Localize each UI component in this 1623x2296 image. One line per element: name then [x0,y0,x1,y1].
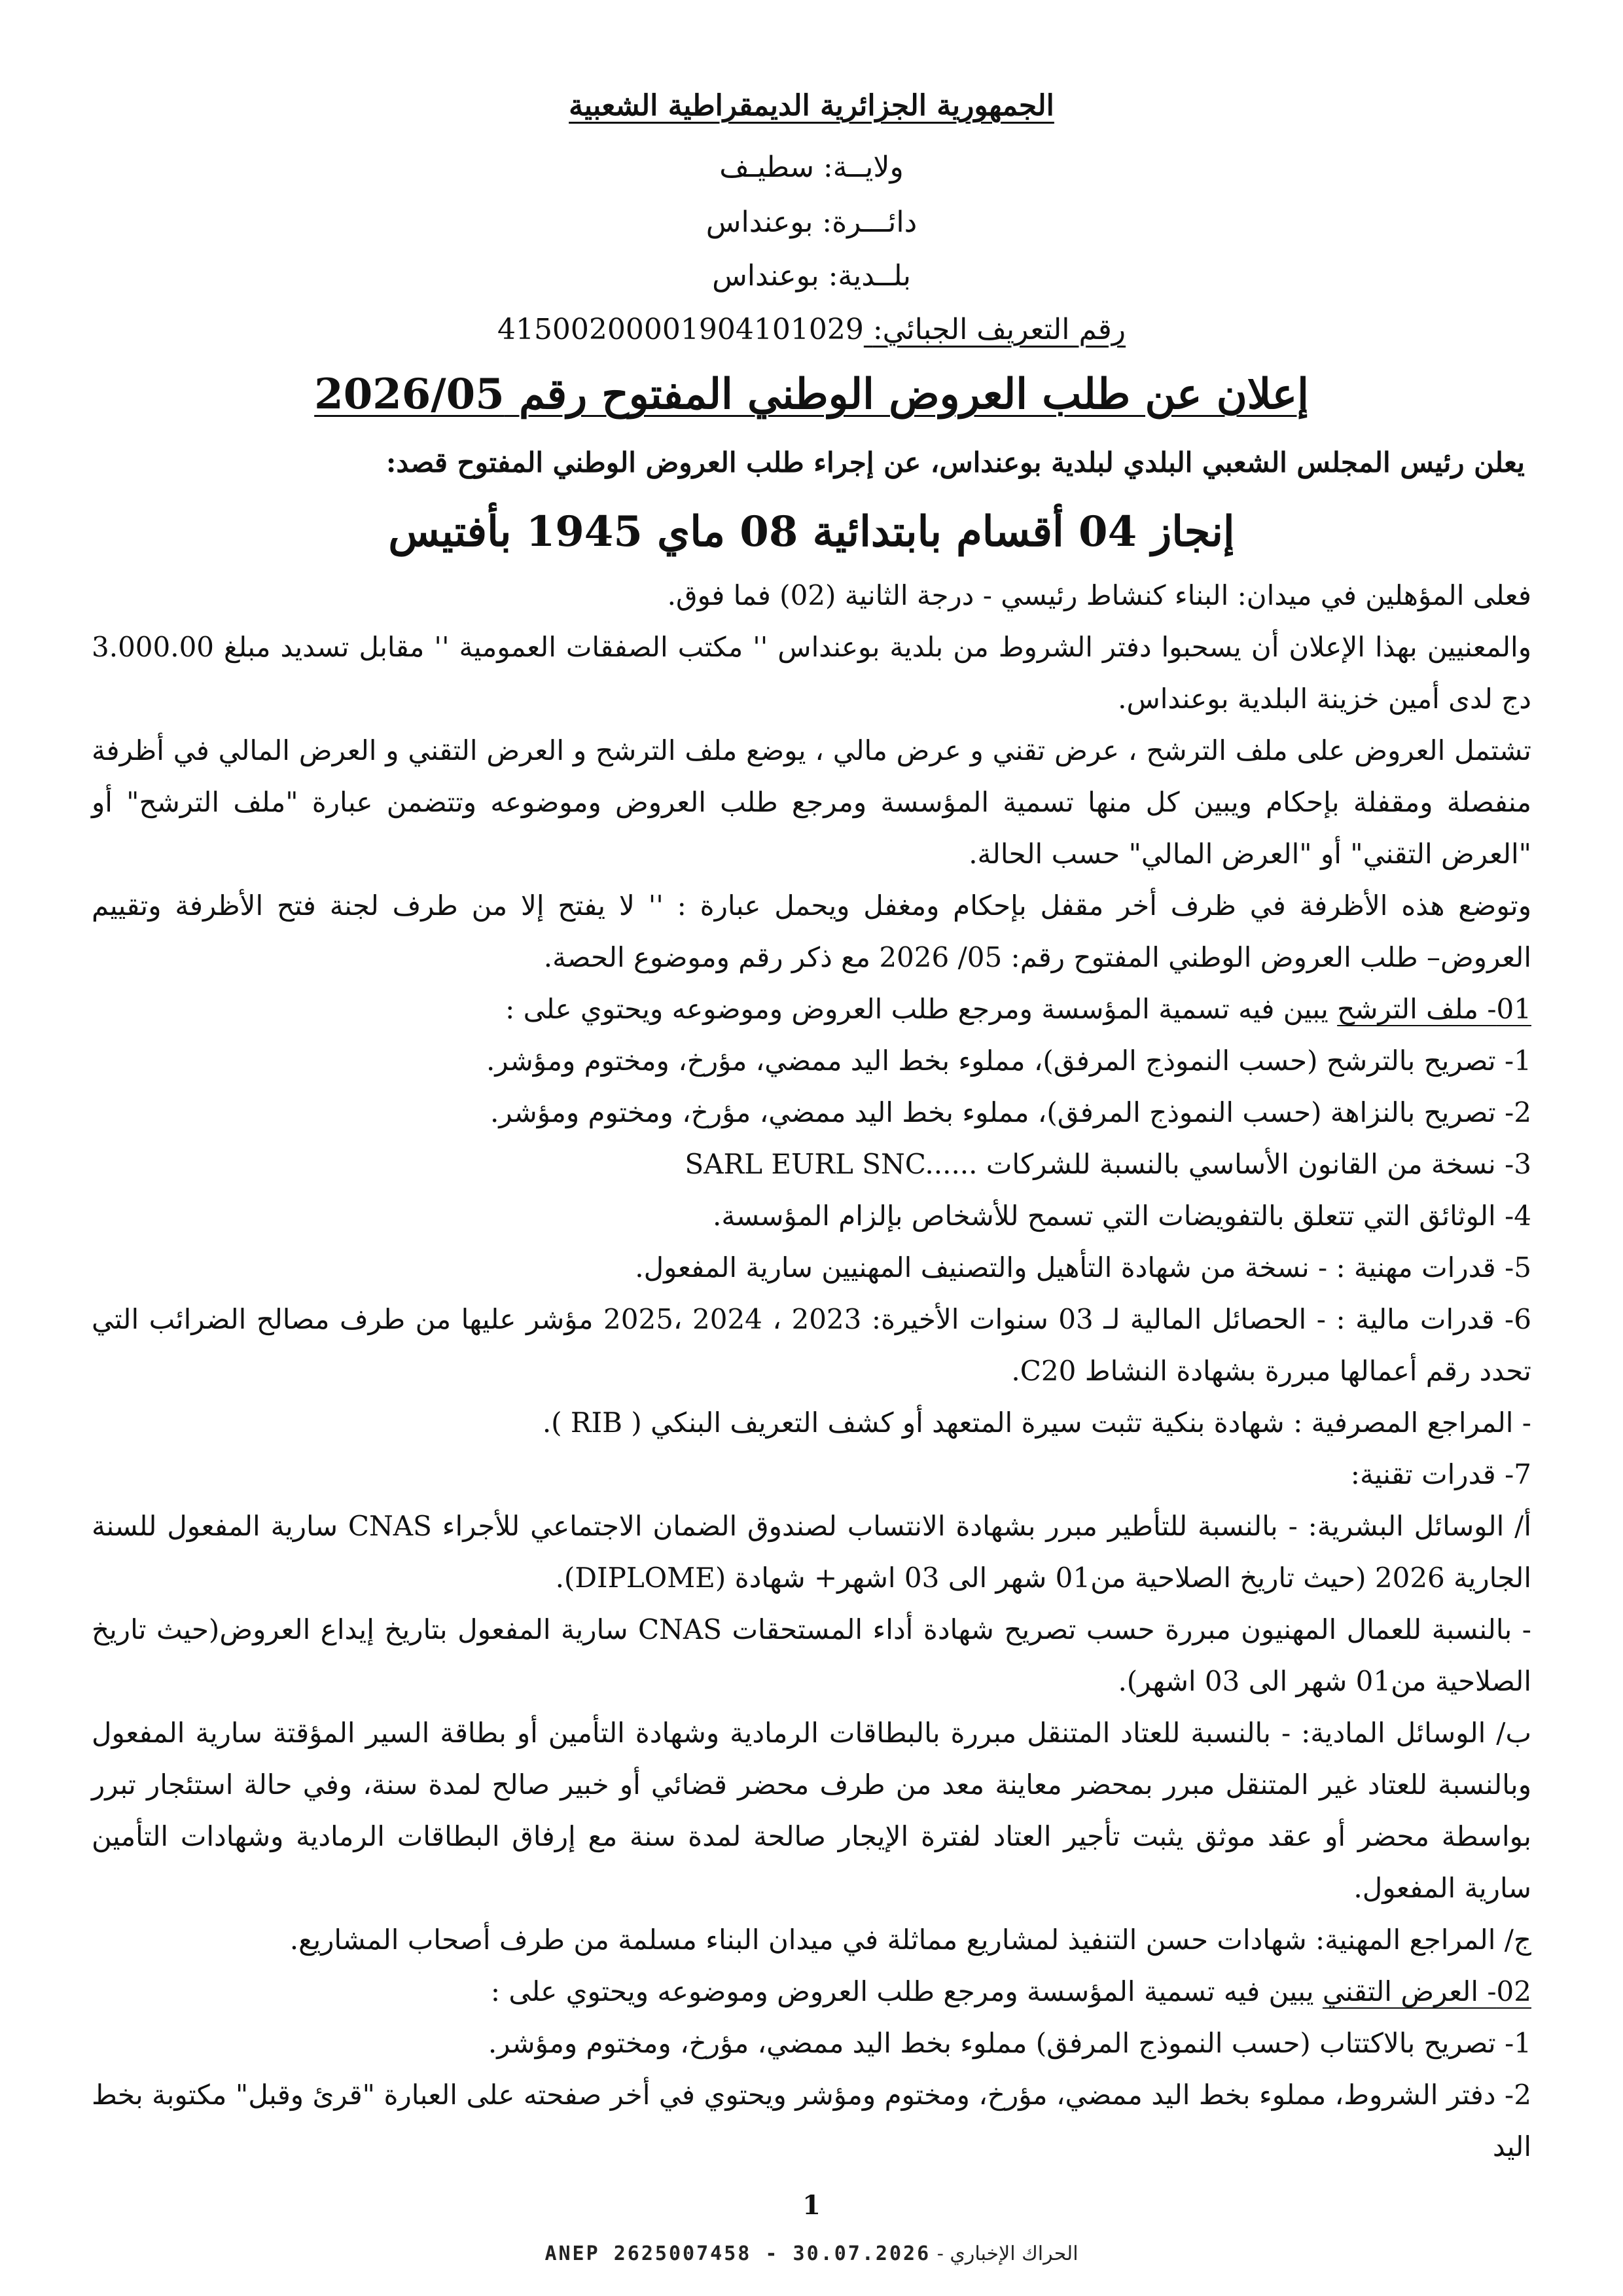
list-item: 7- قدرات تقنية: [1350,1458,1531,1490]
application-file-description: يبين فيه تسمية المؤسسة ومرجع طلب العروض وموضوعه ويحتوي على : [505,993,1338,1025]
application-file-title: 01- ملف الترشح [1337,993,1531,1025]
tax-id-label: رقم التعريف الجبائي: [872,313,1126,346]
page-number: 1 [802,2190,821,2221]
list-item: - المراجع المصرفية : شهادة بنكية تثبت سيرة المتعهد أو كشف التعريف البنكي ( RIB ). [542,1407,1531,1439]
list-item: 4- الوثائق التي تتعلق بالتفويضات التي تسمح للأشخاص بإلزام المؤسسة. [712,1200,1531,1232]
tax-id-line [0,310,1623,350]
announcement-title: إعلان عن طلب العروض الوطني المفتوح رقم 2026/05 [314,370,1309,419]
tax-id-value: 41500200001904101029 [497,313,864,346]
technical-offer-title: 02- العرض التقني [1322,1975,1531,2007]
commune-line: بلــدية: بوعنداس [712,259,911,293]
project-subject: إنجاز 04 أقسام بابتدائية 08 ماي 1945 بأفتيس [388,507,1235,556]
list-item: 2- دفتر الشروط، مملوء بخط اليد ممضي، مؤرخ، ومختوم ومؤشر ويحتوي في أخر صفحته على العبارة "قرئ وقبل" مكتوبة بخط اليد [92,2079,1531,2162]
announcement-body [92,569,1531,2172]
specifications-paragraph: والمعنيين بهذا الإعلان أن يسحبوا دفتر الشروط من بلدية بوعنداس '' مكتب الصفقات العمومية '' مقابل تسديد مبلغ 3.000.00 دج لدى أمين خزينة البلدية بوعنداس. [92,631,1531,715]
offers-content-paragraph: تشتمل العروض على ملف الترشح ، عرض تقني و عرض مالي ، يوضع ملف الترشح و العرض التقني و العرض المالي في أظرفة منفصلة ومقفلة بإحكام ويبين كل منها تسمية المؤسسة ومرجع طلب العروض وموضوعه وتتضمن عبارة "ملف الترشح" أو "العرض التقني" أو "العرض المالي" حسب الحالة. [92,734,1531,870]
technical-offer-heading [92,1965,1531,2017]
footer-anep-reference: ANEP 2625007458 - 30.07.2026 [544,2242,931,2265]
technical-offer-description: يبين فيه تسمية المؤسسة ومرجع طلب العروض وموضوعه ويحتوي على : [490,1975,1323,2007]
list-item: 6- قدرات مالية : - الحصائل المالية لـ 03 سنوات الأخيرة: 2023 ، 2024 ،2025 مؤشر عليها من طرف مصالح الضرائب التي تحدد رقم أعمالها مبررة بشهادة النشاط C20. [92,1303,1531,1387]
wilaya-line: ولايــة: سطيـف [719,151,904,184]
daira-line: دائـــرة: بوعنداس [705,206,918,239]
intro-text: يعلن رئيس المجلس الشعبي البلدي لبلدية بوعنداس، عن إجراء طلب العروض الوطني المفتوح قصد: [385,446,1525,478]
list-item: - بالنسبة للعمال المهنيون مبررة حسب تصريح شهادة أداء المستحقات CNAS سارية المفعول بتاريخ إيداع العروض(حيث تاريخ الصلاحية من01 شهر الى 03 اشهر). [92,1613,1531,1697]
list-item: 1- تصريح بالترشح (حسب النموذج المرفق)، مملوء بخط اليد ممضي، مؤرخ، ومختوم ومؤشر. [486,1045,1531,1077]
footer [0,2240,1623,2269]
republic-heading: الجمهورية الجزائرية الديمقراطية الشعبية [569,89,1054,122]
list-item: 2- تصريح بالنزاهة (حسب النموذج المرفق)، مملوء بخط اليد ممضي، مؤرخ، ومختوم ومؤشر. [490,1096,1531,1128]
application-file-heading [92,983,1531,1035]
company-types: SARL EURL SNC...... [685,1148,978,1180]
list-item: ب/ الوسائل المادية: - بالنسبة للعتاد المتنقل مبررة بالبطاقات الرمادية وشهادة التأمين أو بطاقة السير المؤقتة سارية المفعول وبالنسبة للعتاد غير المتنقل مبرر بمحضر معاينة معد من طرف محضر قضائي أو خبير صالح لمدة سنة، وفي حالة استئجار تبرر بواسطة محضر أو عقد موثق يثبت تأجير العتاد لفترة الإيجار صالحة لمدة سنة مع إرفاق البطاقات الرمادية وشهادات التأمين سارية المفعول. [92,1717,1531,1904]
list-item: أ/ الوسائل البشرية: - بالنسبة للتأطير مبرر بشهادة الانتساب لصندوق الضمان الاجتماعي للأجراء CNAS سارية المفعول للسنة الجارية 2026 (حيث تاريخ الصلاحية من01 شهر الى 03 اشهر+ شهادة (DIPLOME). [92,1510,1531,1594]
list-item: 5- قدرات مهنية : - نسخة من شهادة التأهيل والتصنيف المهنيين سارية المفعول. [635,1251,1531,1283]
envelope-paragraph: وتوضع هذه الأظرفة في ظرف أخر مقفل بإحكام ومغفل ويحمل عبارة : '' لا يفتح إلا من طرف لجنة فتح الأظرفة وتقييم العروض– طلب العروض الوطني المفتوح رقم: 05/ 2026 مع ذكر رقم وموضوع الحصة. [92,889,1531,973]
statute-text: 3- نسخة من القانون الأساسي بالنسبة للشركات [986,1148,1531,1180]
list-item: ج/ المراجع المهنية: شهادات حسن التنفيذ لمشاريع مماثلة في ميدان البناء مسلمة من طرف أصحاب المشاريع. [289,1924,1531,1956]
list-item: 1- تصريح بالاكتتاب (حسب النموذج المرفق) مملوء بخط اليد ممضي، مؤرخ، ومختوم ومؤشر. [488,2027,1531,2059]
eligibility-paragraph: فعلى المؤهلين في ميدان: البناء كنشاط رئيسي - درجة الثانية (02) فما فوق. [667,579,1531,611]
list-item [92,1138,1531,1190]
footer-publisher: الحراك الإخباري - [936,2242,1079,2265]
